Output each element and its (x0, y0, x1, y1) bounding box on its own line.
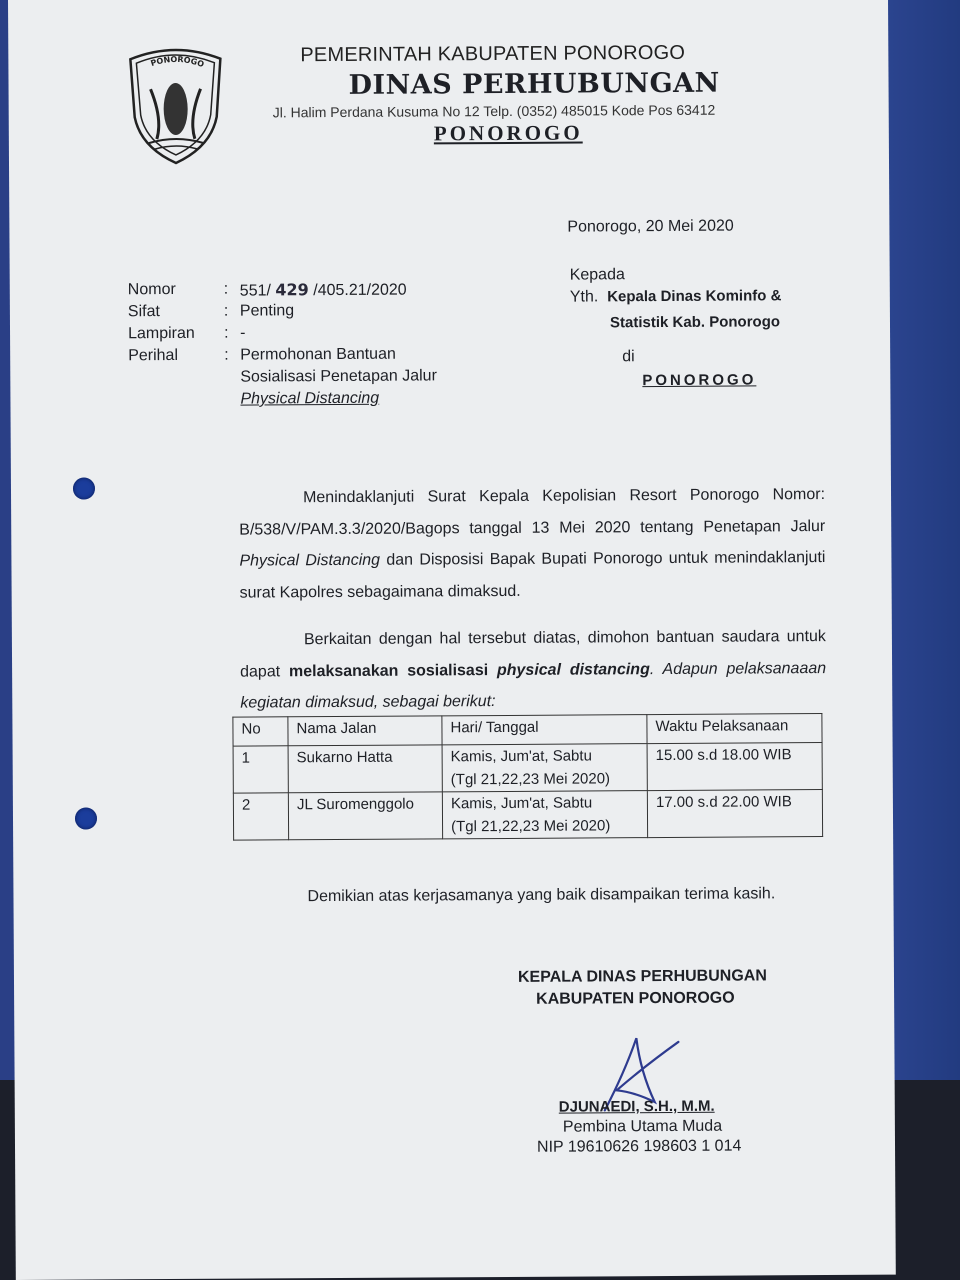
recipient-name-1: Kepala Dinas Kominfo & (607, 287, 782, 306)
p1-text-b: dan Disposisi Bapak Bupati Ponorogo untuk menindaklanjuti surat Kapolres sebagaimana dimaksud. (239, 549, 826, 602)
paragraph-1 (239, 479, 826, 609)
header-city: PONOROGO (433, 120, 583, 146)
recipient-place: PONOROGO (642, 371, 757, 390)
lampiran-label: Lampiran (127, 324, 195, 343)
recipient-name-2: Statistik Kab. Ponorogo (609, 313, 781, 332)
perihal-label: Perihal (128, 346, 179, 365)
meta-sifat (128, 301, 437, 325)
cell-waktu: 17.00 s.d 22.00 WIB (647, 790, 822, 838)
signatory-name: DJUNAEDI, S.H., M.M. (558, 1097, 715, 1116)
cell-hari-dates: (Tgl 21,22,23 Mei 2020) (451, 817, 611, 836)
perihal-line-3 (128, 389, 437, 413)
nomor-suffix: /405.21/2020 (313, 281, 407, 300)
cell-hari (442, 744, 647, 792)
p2-bold: melaksanakan sosialisasi (288, 661, 489, 680)
col-header-hari: Hari/ Tanggal (442, 715, 647, 745)
cell-no: 2 (233, 793, 288, 840)
signatory-title-1: KEPALA DINAS PERHUBUNGAN (517, 967, 767, 986)
lampiran-value: - (239, 324, 246, 342)
nomor-handwritten: 429 (275, 280, 309, 300)
nomor-label: Nomor (127, 280, 176, 299)
recipient-line-1 (570, 287, 782, 306)
recipient-yth: Yth. (569, 288, 599, 306)
regency-crest-logo (120, 39, 231, 168)
letter-date: Ponorogo, 20 Mei 2020 (567, 217, 734, 236)
p2-space (488, 662, 497, 679)
table-row (233, 790, 822, 841)
cell-hari-dates: (Tgl 21,22,23 Mei 2020) (450, 770, 611, 789)
cell-hari-days: Kamis, Jum'at, Sabtu (450, 794, 593, 813)
p1-italic: Physical Distancing (239, 551, 381, 570)
table-row (233, 743, 822, 794)
cell-waktu: 15.00 s.d 18.00 WIB (647, 743, 822, 791)
p2-bold-italic: physical distancing (496, 660, 650, 679)
punch-hole (73, 477, 95, 499)
cell-hari-days: Kamis, Jum'at, Sabtu (450, 747, 592, 766)
signatory-title-2: KABUPATEN PONOROGO (536, 989, 735, 1008)
table-header-row (233, 714, 822, 747)
letter-meta (128, 279, 437, 413)
cell-jalan: JL Suromenggolo (288, 792, 442, 840)
paragraph-2 (240, 621, 827, 719)
logo-text: PONOROGO (149, 54, 206, 70)
perihal-physical-distancing: Physical Distancing (240, 389, 380, 408)
punch-hole (75, 807, 97, 829)
meta-nomor (128, 279, 437, 303)
nomor-value (240, 280, 407, 303)
cell-jalan: Sukarno Hatta (288, 745, 442, 793)
p2-text-a: Berkaitan dengan hal tersebut diatas, dimohon bantuan saudara untuk dapat (240, 628, 826, 681)
col-header-jalan: Nama Jalan (288, 716, 442, 746)
col-header-waktu: Waktu Pelaksanaan (647, 714, 822, 744)
separator: : (223, 302, 229, 320)
perihal-line-1: Permohonan Bantuan (240, 345, 396, 364)
col-header-no: No (233, 717, 288, 746)
signatory-rank: Pembina Utama Muda (562, 1117, 723, 1136)
header-government: PEMERINTAH KABUPATEN PONOROGO (300, 41, 686, 67)
letter-page (8, 0, 896, 1280)
recipient-di: di (622, 348, 635, 366)
meta-lampiran (128, 323, 437, 347)
separator: : (223, 324, 229, 342)
separator: : (224, 346, 229, 364)
p1-text-a: Menindaklanjuti Surat Kepala Kepolisian Resort Ponorogo Nomor: B/538/V/PAM.3.3/2020/Bagops tanggal 13 Mei 2020 tentang Penetapan Jalur (239, 486, 826, 539)
sifat-value: Penting (239, 302, 295, 320)
recipient-label: Kepada (569, 266, 625, 284)
separator: : (223, 280, 229, 298)
cell-hari (442, 791, 647, 839)
signatory-nip: NIP 19610626 198603 1 014 (536, 1137, 742, 1156)
closing-sentence: Demikian atas kerjasamanya yang baik disampaikan terima kasih. (307, 885, 776, 906)
header-address: Jl. Halim Perdana Kusuma No 12 Telp. (0352) 485015 Kode Pos 63412 (272, 101, 716, 121)
meta-perihal (128, 345, 437, 369)
cell-no: 1 (233, 746, 288, 793)
header-agency: DINAS PERHUBUNGAN (348, 67, 720, 101)
nomor-prefix: 551/ (239, 282, 271, 300)
sifat-label: Sifat (127, 303, 160, 321)
schedule-table (232, 713, 823, 841)
p2-text-b: . Adapun pelaksanaaan kegiatan dimaksud, sebagai berikut: (240, 659, 827, 712)
perihal-line-2: Sosialisasi Penetapan Jalur (240, 367, 437, 386)
